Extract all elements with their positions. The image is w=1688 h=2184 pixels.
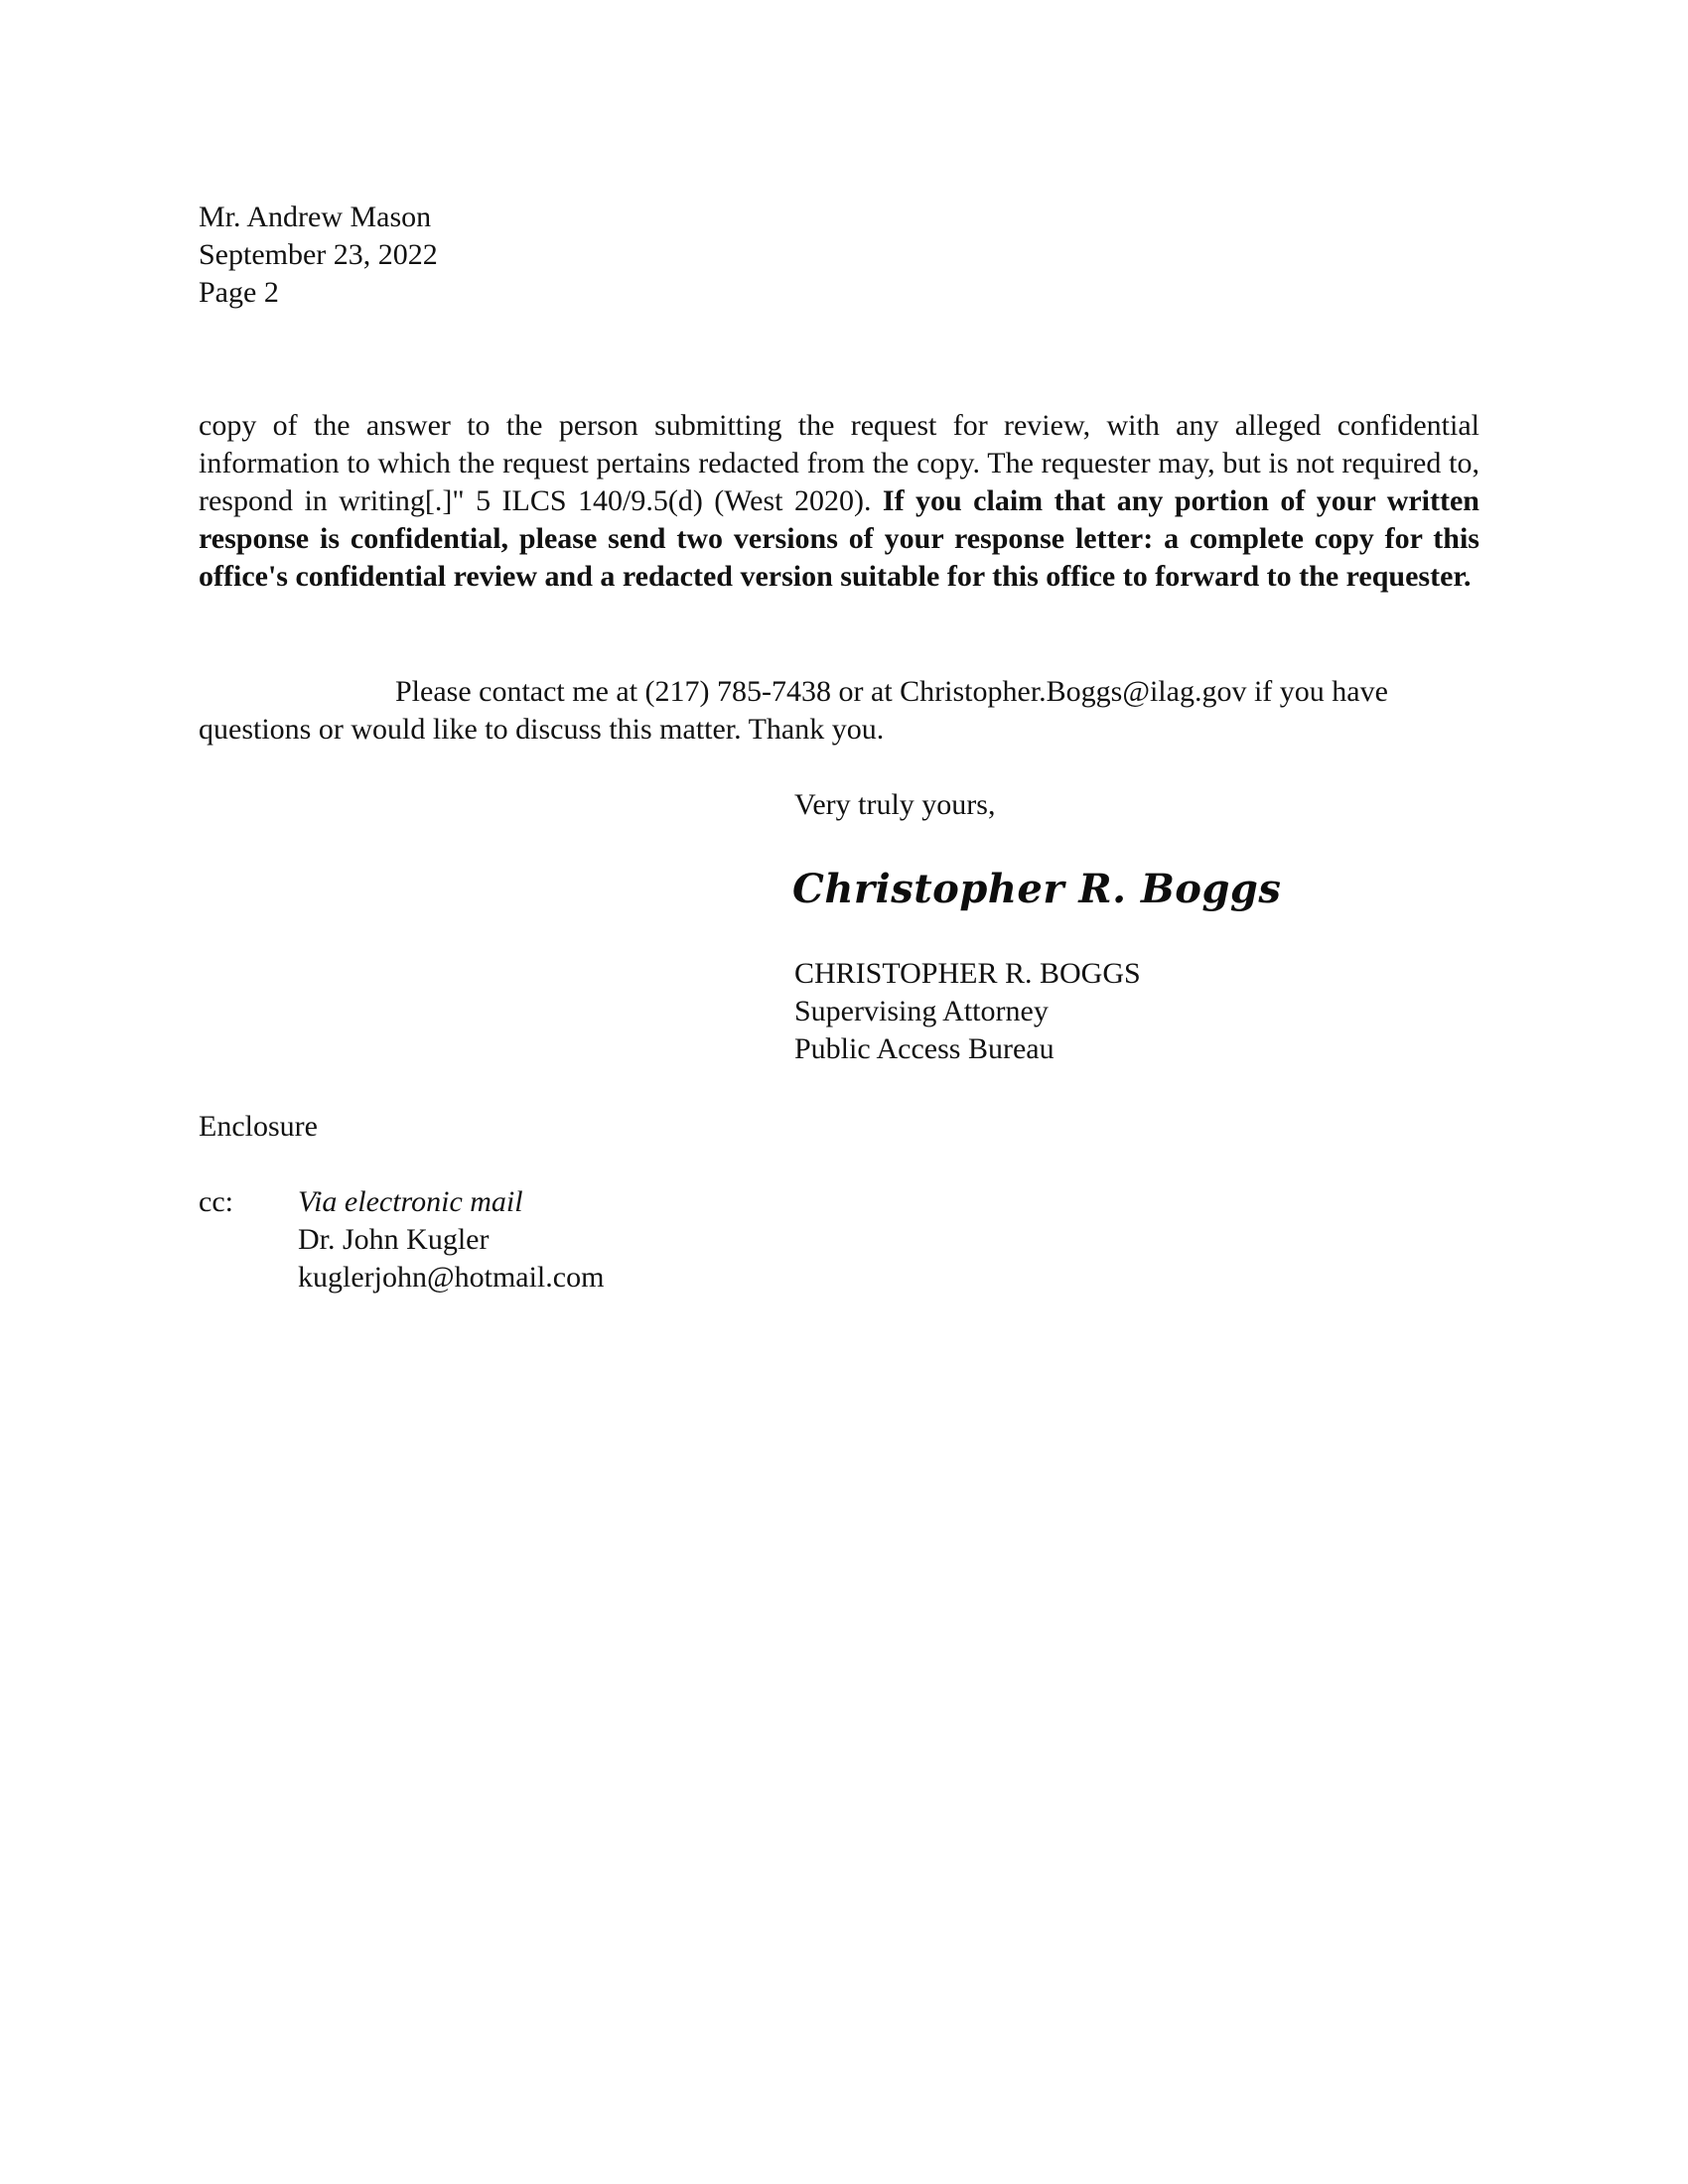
enclosure-note: Enclosure — [199, 1110, 318, 1143]
cc-recipients — [298, 1183, 604, 1297]
cc-label: cc: — [199, 1185, 233, 1218]
confidentiality-instruction: If you claim that any portion of your written response is confidential, please send two versions of your response letter: a complete copy for this office's confidential review and a redacted version suitable for this office to forward to the requester. — [199, 484, 1479, 593]
cc-method: Via electronic mail — [298, 1185, 523, 1218]
letter-header — [199, 199, 993, 312]
signer-bureau: Public Access Bureau — [794, 1032, 1055, 1065]
body-paragraph-regular-text: copy of the answer to the person submitting the request for review, with any alleged confidential information to which the request pertains redacted from the copy. The requester may, but is not required to, respond in writing[.]" 5 ILCS 140/9.5(d) (West 2020). — [199, 409, 1479, 517]
recipient-name: Mr. Andrew Mason — [199, 201, 432, 233]
signer-name: CHRISTOPHER R. BOGGS — [794, 957, 1141, 990]
handwritten-signature: Christopher R. Boggs — [792, 866, 1282, 912]
signature-block — [794, 955, 1141, 1068]
cc-name: Dr. John Kugler — [298, 1223, 490, 1256]
page-number: Page 2 — [199, 276, 279, 309]
body-paragraph-continued — [199, 407, 1479, 596]
contact-paragraph-text: Please contact me at (217) 785-7438 or at Christopher.Boggs@ilag.gov if you have questions or would like to discuss this matter. Thank you. — [199, 675, 1388, 746]
signer-title: Supervising Attorney — [794, 995, 1049, 1027]
cc-email: kuglerjohn@hotmail.com — [298, 1261, 605, 1294]
contact-paragraph — [199, 673, 1479, 749]
closing-salutation: Very truly yours, — [794, 788, 996, 821]
letter-date: September 23, 2022 — [199, 238, 438, 271]
